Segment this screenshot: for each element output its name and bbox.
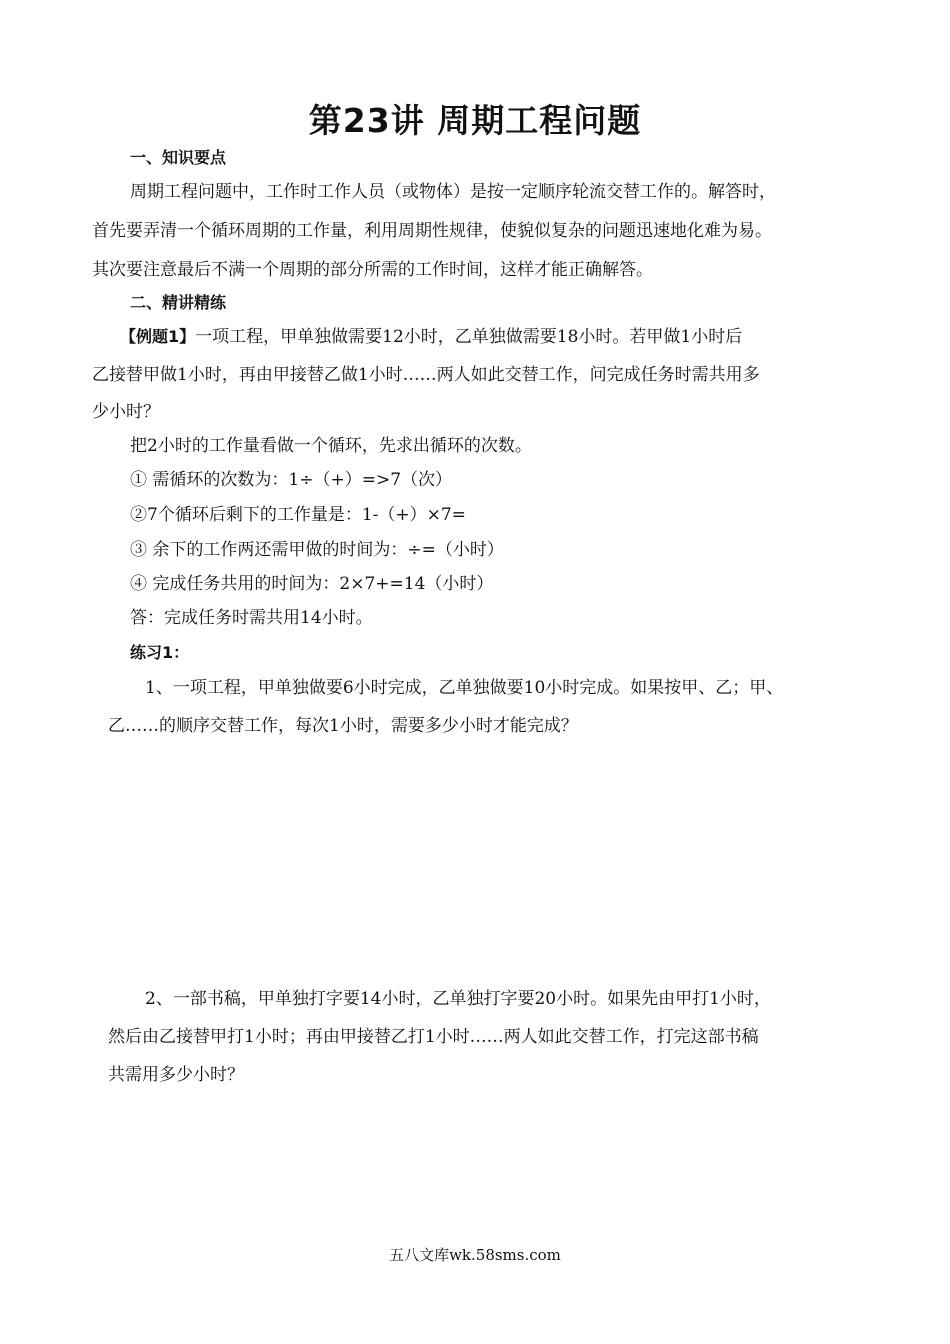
intro-paragraph-line: 首先要弄清一个循环周期的工作量，利用周期性规律，使貌似复杂的问题迅速地化难为易。 [92,221,772,241]
section-heading-lecture: 二、精讲精练 [130,293,227,312]
practice-question-2-line: 2、一部书稿，甲单独打字要14小时，乙单独打字要20小时。如果先由甲打1小时， [145,989,771,1009]
solution-line: 把2小时的工作量看做一个循环，先求出循环的次数。 [130,436,532,456]
example-line [120,325,742,349]
intro-paragraph-line: 其次要注意最后不满一个周期的部分所需的工作时间，这样才能正确解答。 [92,260,653,280]
intro-paragraph-line: 周期工程问题中，工作时工作人员（或物体）是按一定顺序轮流交替工作的。解答时， [130,182,776,202]
example-text: 一项工程，甲单独做需要12小时，乙单独做需要18小时。若甲做1小时后 [195,327,743,347]
practice-label: 练习1： [130,643,190,662]
solution-step-3: ③ 余下的工作两还需甲做的时间为：÷=（小时） [130,540,504,560]
page-title: 第23讲 周期工程问题 [308,101,642,140]
example-label: 【例题1】 [120,327,196,346]
example-line: 少小时？ [92,402,160,422]
practice-question-2-line: 然后由乙接替甲打1小时；再由甲接替乙打1小时……两人如此交替工作，打完这部书稿 [108,1027,759,1047]
solution-step-4: ④ 完成任务共用的时间为：2×7+=14（小时） [130,574,494,594]
solution-step-2: ②7个循环后剩下的工作量是：1-（+）×7= [130,505,466,525]
footer-source: 五八文库wk.58sms.com [389,1246,561,1264]
section-heading-key-points: 一、知识要点 [130,148,227,167]
example-line: 乙接替甲做1小时，再由甲接替乙做1小时……两人如此交替工作，问完成任务时需共用多 [92,365,760,385]
practice-question-2-line: 共需用多少小时？ [108,1065,244,1085]
practice-question-1-line: 乙……的顺序交替工作，每次1小时，需要多少小时才能完成？ [108,716,578,736]
solution-answer: 答：完成任务时需共用14小时。 [130,608,373,628]
practice-question-1-line: 1、一项工程，甲单独做要6小时完成，乙单独做要10小时完成。如果按甲、乙；甲、 [145,678,784,698]
solution-step-1: ① 需循环的次数为：1÷（+）=>7（次） [130,470,453,490]
